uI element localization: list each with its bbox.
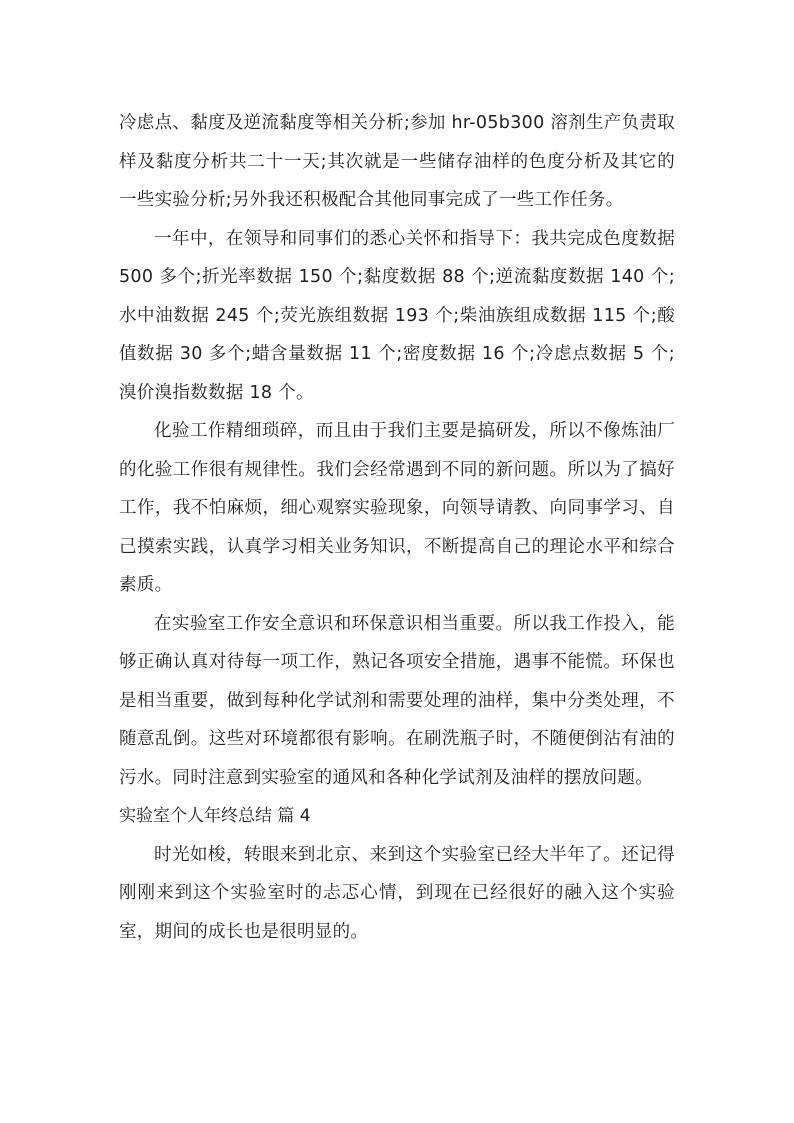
paragraph-lab-analysis-continued: 冷虑点、黏度及逆流黏度等相关分析;参加 hr-05b300 溶剂生产负责取样及黏度分析共二十一天;其次就是一些储存油样的色度分析及其它的一些实验分析;另外我还积极配合其他同事完成了一些工作任务。 [119, 113, 675, 210]
paragraph-section-4-intro: 时光如梭，转眼来到北京、来到这个实验室已经大半年了。还记得刚刚来到这个实验室时的忐忑心情，到现在已经很好的融入这个实验室，期间的成长也是很明显的。 [119, 844, 675, 942]
section-heading: 实验室个人年终总结 篇 4 [119, 806, 311, 826]
paragraph-data-statistics: 一年中，在领导和同事们的悉心关怀和指导下：我共完成色度数据 500 多个;折光率数据 150 个;黏度数据 88 个;逆流黏度数据 140 个;水中油数据 245 个;荧光族组数据 193 个;柴油族组成数据 115 个;酸值数据 30 多个;蜡含量数据 11 个;密度数据 16 个;冷虑点数据 5 个;溴价溴指数数据 18 个。 [119, 228, 675, 403]
paragraph-safety-environment: 在实验室工作安全意识和环保意识相当重要。所以我工作投入，能够正确认真对待每一项工作，熟记各项安全措施，遇事不能慌。环保也是相当重要，做到每种化学试剂和需要处理的油样，集中分类处理，不随意乱倒。这些对环境都很有影响。在刷洗瓶子时，不随便倒沾有油的污水。同时注意到实验室的通风和各种化学试剂及油样的摆放问题。 [119, 613, 675, 788]
document-body [119, 104, 675, 951]
paragraph-work-attitude: 化验工作精细琐碎，而且由于我们主要是搞研发，所以不像炼油厂的化验工作很有规律性。我们会经常遇到不同的新问题。所以为了搞好工作，我不怕麻烦，细心观察实验现象，向领导请教、向同事学习、自己摸索实践，认真学习相关业务知识，不断提高自己的理论水平和综合素质。 [119, 421, 675, 595]
